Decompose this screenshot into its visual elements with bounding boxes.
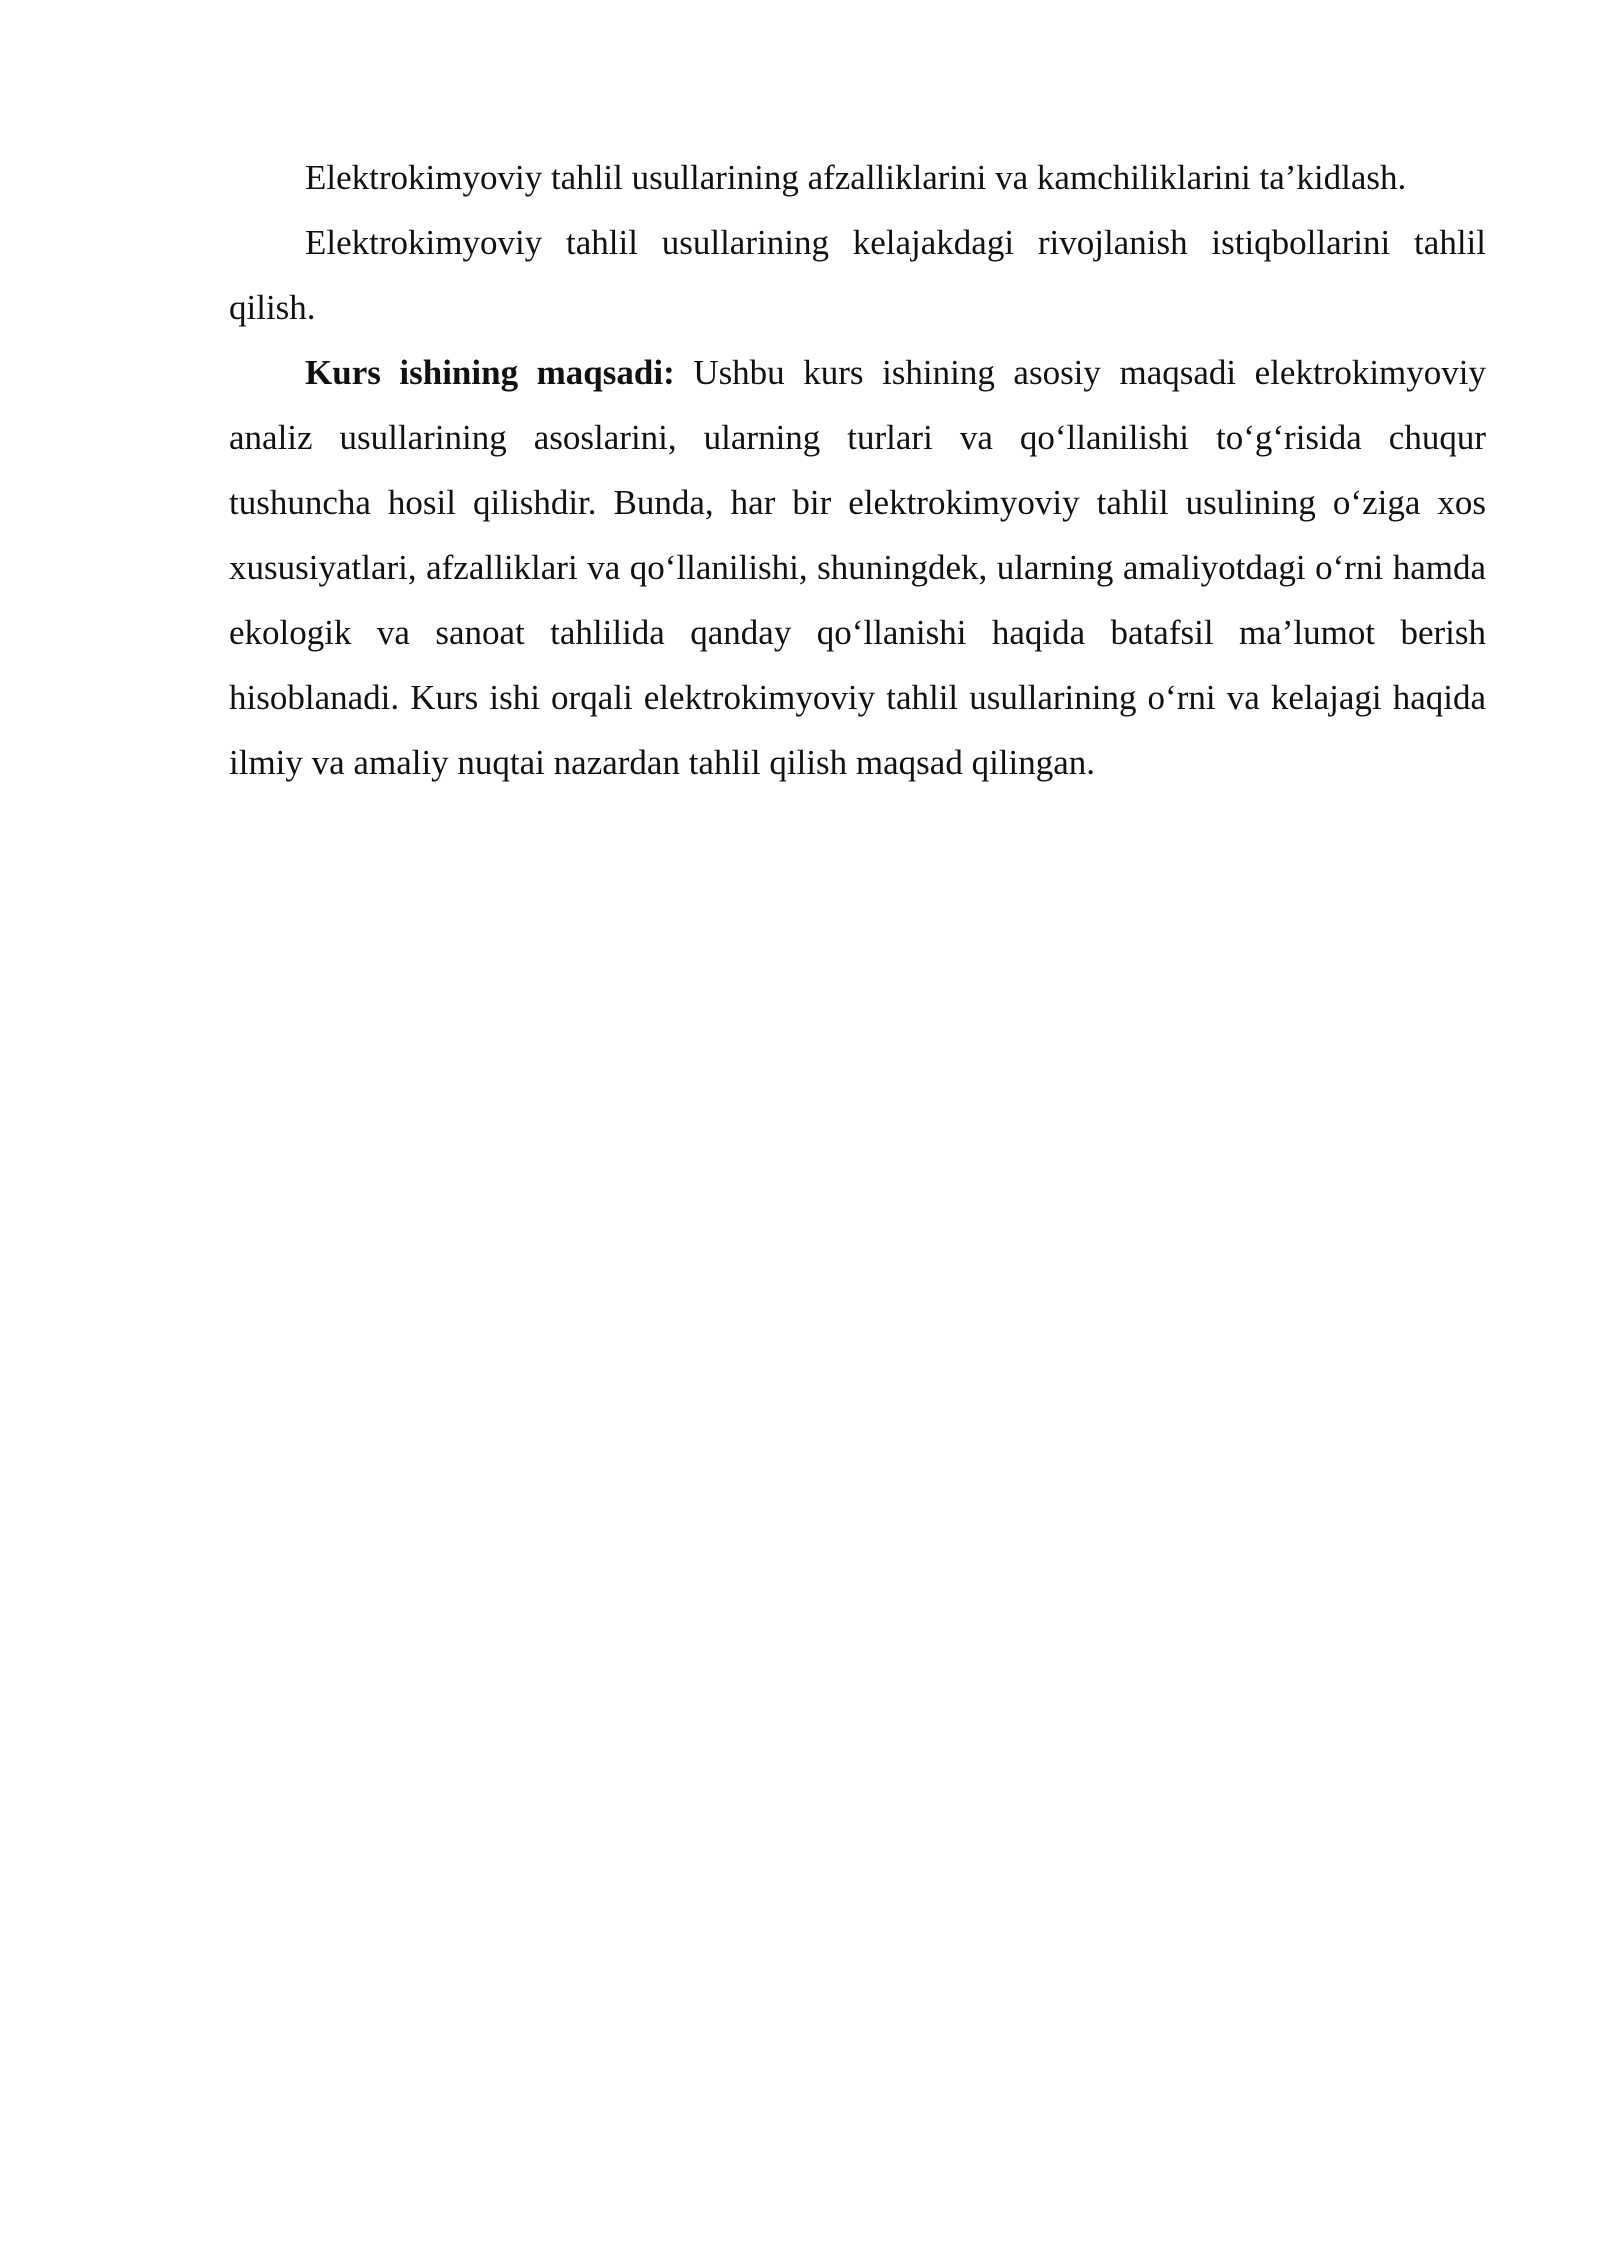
paragraph-prospects bbox=[229, 210, 1486, 340]
paragraph-goal bbox=[229, 340, 1486, 795]
paragraph-text: Elektrokimyoviy tahlil usullarining kelajakdagi rivojlanish istiqbollarini tahlil qilish. bbox=[229, 223, 1486, 327]
paragraph-text: Elektrokimyoviy tahlil usullarining afzalliklarini va kamchiliklarini ta’kidlash. bbox=[305, 158, 1407, 197]
paragraph-advantages bbox=[229, 145, 1486, 210]
goal-heading: Kurs ishining maqsadi: bbox=[305, 353, 675, 392]
paragraph-text: Ushbu kurs ishining asosiy maqsadi elektrokimyoviy analiz usullarining asoslarini, ularning turlari va qo‘llanilishi to‘g‘risida chuqur tushuncha hosil qilishdir. Bunda, har bir elektrokimyoviy tahlil usulining o‘ziga xos xususiyatlari, afzalliklari va qo‘llanilishi, shuningdek, ularning amaliyotdagi o‘rni hamda ekologik va sanoat tahlilida qanday qo‘llanishi haqida batafsil ma’lumot berish hisoblanadi. Kurs ishi orqali elektrokimyoviy tahlil usullarining o‘rni va kelajagi haqida ilmiy va amaliy nuqtai nazardan tahlil qilish maqsad qilingan. bbox=[229, 353, 1486, 782]
document-body bbox=[229, 145, 1486, 795]
